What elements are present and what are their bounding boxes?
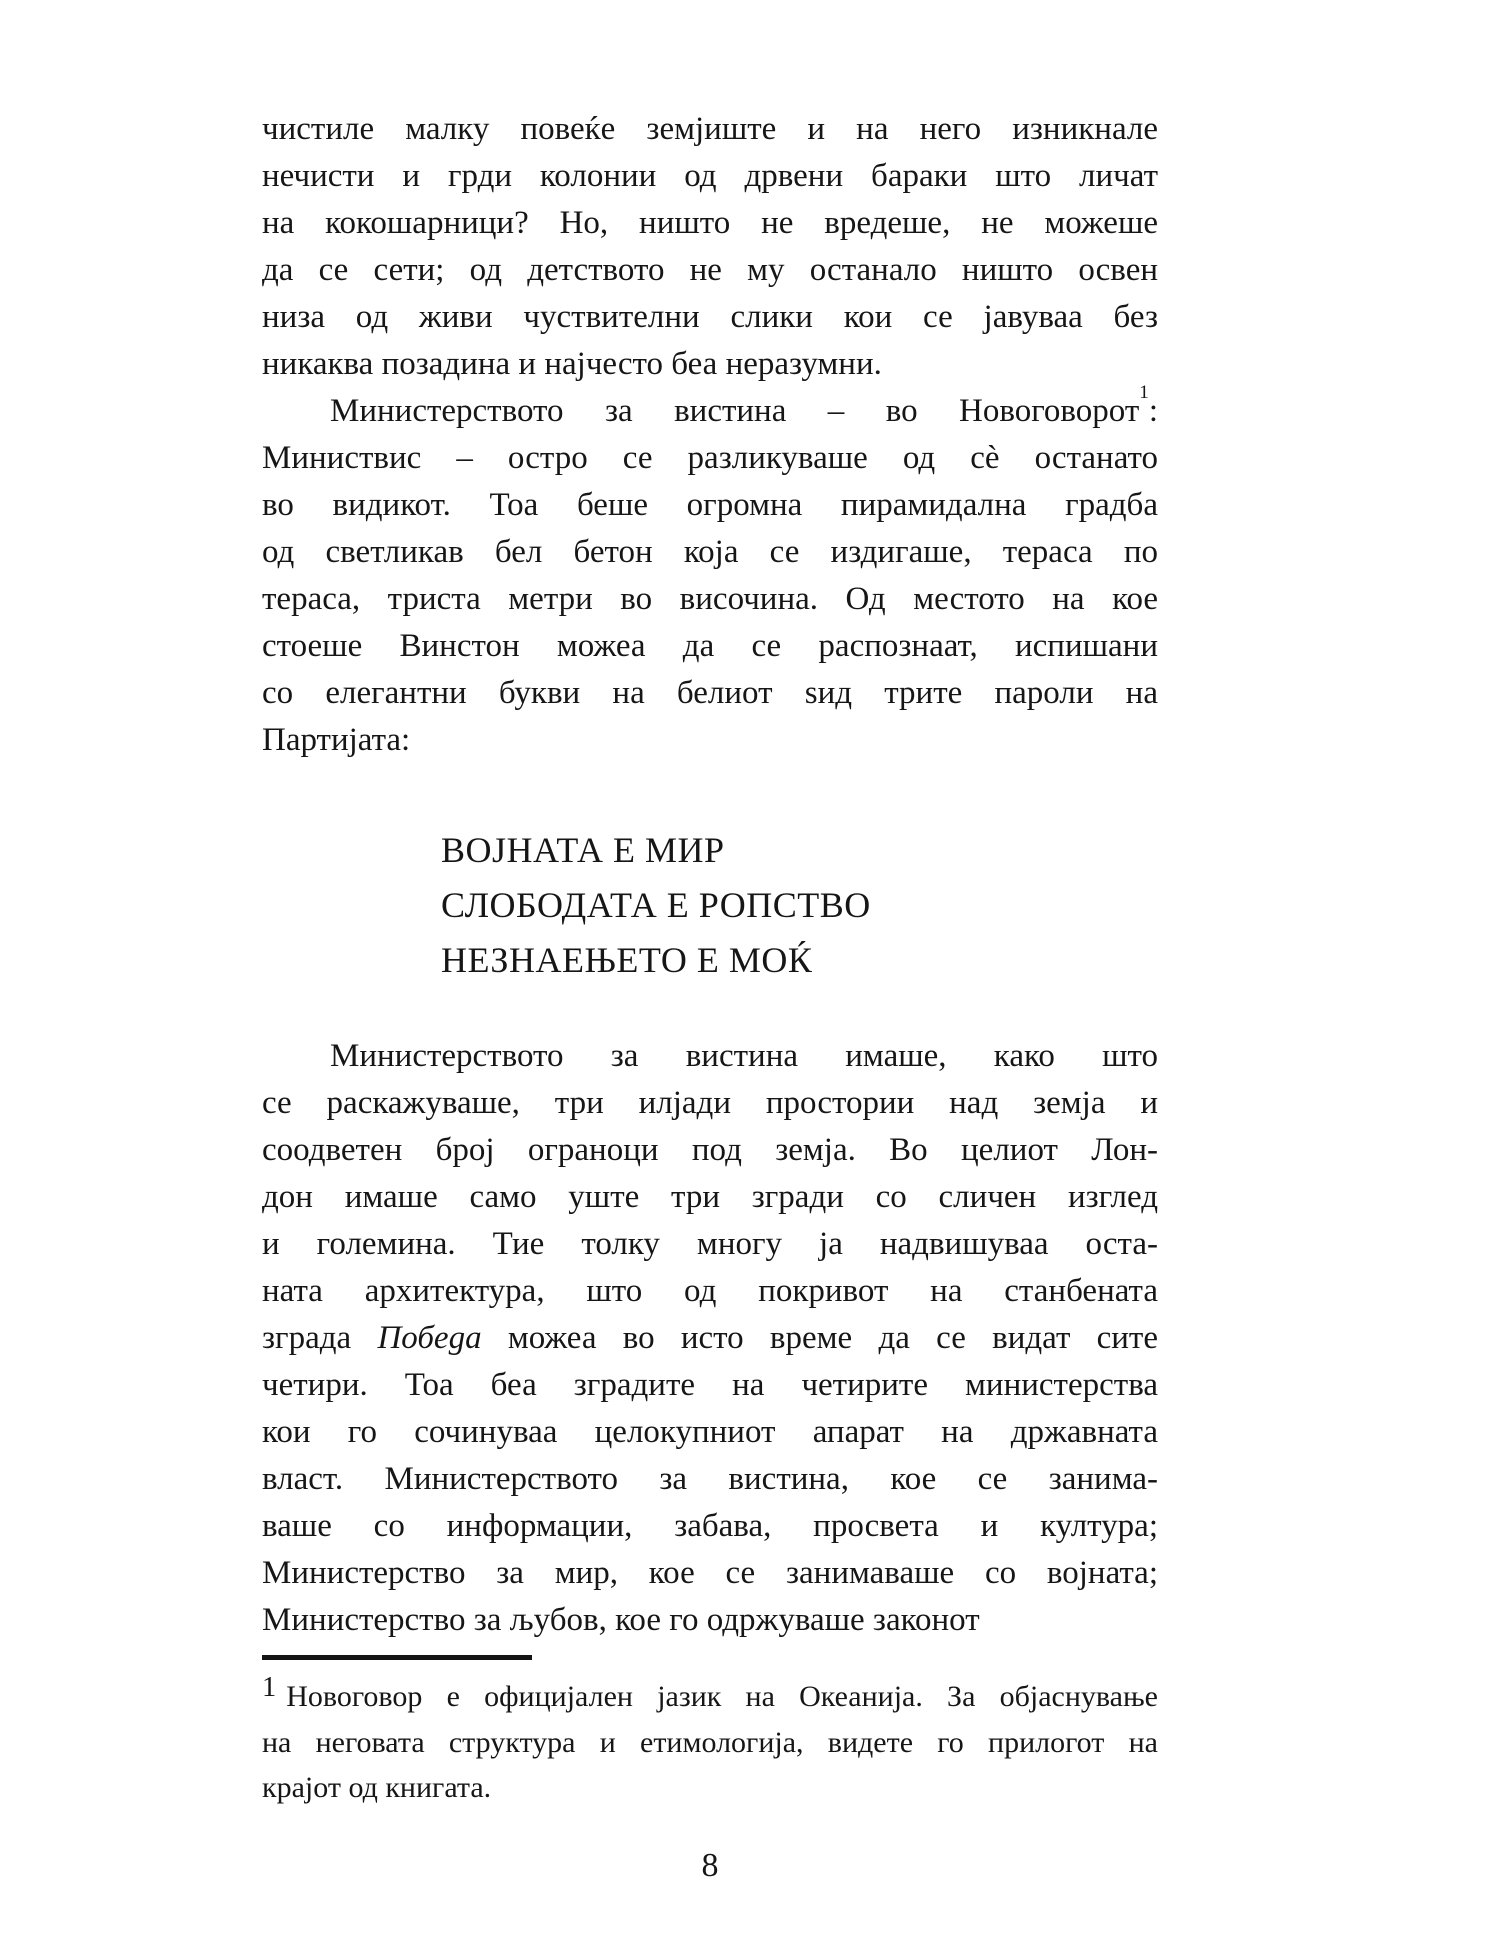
footnote-text — [262, 1674, 1158, 1810]
text-segment: на кокошарници? Но, ништо не вредеше, не можеше — [262, 205, 1158, 241]
body-line — [262, 1127, 1158, 1174]
text-segment: тераса, триста метри во височина. Од местото на кое — [262, 581, 1158, 617]
text-segment: Министерството за вистина – во Новоговорот — [330, 393, 1140, 429]
text-segment: чистиле малку повеќе земјиште и на него изникнале — [262, 111, 1158, 147]
body-line — [262, 1362, 1158, 1409]
text-segment: соодветен број ограноци под земја. Во целиот Лон- — [262, 1132, 1158, 1168]
body-line — [262, 1597, 1158, 1644]
body-line — [262, 670, 1158, 717]
body-line — [262, 482, 1158, 529]
body-line — [262, 623, 1158, 670]
text-segment: крајот од книгата. — [262, 1771, 492, 1804]
text-segment: Министерството за вистина имаше, како што — [330, 1038, 1158, 1074]
paragraph — [262, 1033, 1158, 1644]
body-line — [262, 1456, 1158, 1503]
body-line — [262, 1268, 1158, 1315]
text-segment: да се сети; од детството не му останало ништо освен — [262, 252, 1158, 288]
party-slogans — [441, 823, 1158, 988]
body-line — [262, 717, 1158, 764]
text-segment: дон имаше само уште три згради со сличен изглед — [262, 1179, 1158, 1215]
body-line — [262, 1080, 1158, 1127]
footnote-line — [262, 1765, 1158, 1810]
text-segment: власт. Министерството за вистина, кое се занима- — [262, 1461, 1158, 1497]
footnote-divider — [262, 1655, 532, 1660]
text-segment: низа од живи чуствителни слики кои се јавуваа без — [262, 299, 1158, 335]
footnote-line — [262, 1674, 1158, 1720]
text-segment: никаква позадина и најчесто беа неразумни. — [262, 346, 882, 382]
slogan-line: НЕЗНАЕЊЕТО Е МОЌ — [441, 940, 813, 980]
text-block — [262, 106, 1158, 1889]
body-line — [262, 1315, 1158, 1362]
text-segment: Министвис – остро се разликуваше од сѐ останато — [262, 440, 1158, 476]
text-segment: се раскажуваше, три илјади простории над земја и — [262, 1085, 1158, 1121]
slogan-line: СЛОБОДАТА Е РОПСТВО — [441, 885, 871, 925]
text-segment: ната архитектура, што од покривот на станбената — [262, 1273, 1158, 1309]
body-line — [262, 341, 1158, 388]
text-segment: стоеше Винстон можеа да се распознаат, испишани — [262, 628, 1158, 664]
footnote-reference-superscript: 1 — [1139, 382, 1149, 404]
paragraph — [262, 382, 1158, 764]
text-segment: : — [1148, 393, 1158, 429]
body-line — [262, 106, 1158, 153]
text-segment: нечисти и грди колонии од дрвени бараки што личат — [262, 158, 1158, 194]
slogan-line: ВОЈНАТА Е МИР — [441, 830, 725, 870]
paragraph — [262, 106, 1158, 388]
page-number: 8 — [701, 1847, 719, 1884]
footnote-marker: 1 — [262, 1672, 277, 1703]
body-line — [262, 1033, 1158, 1080]
text-segment: можеа во исто време да се видат сите — [481, 1320, 1159, 1356]
body-line — [262, 382, 1158, 435]
text-segment: Новоговор е официјален јазик на Океанија. За објаснување — [286, 1680, 1158, 1713]
footnote — [262, 1655, 1158, 1810]
body-line — [262, 1550, 1158, 1597]
text-segment: кои го сочинуваа целокупниот апарат на државната — [262, 1414, 1158, 1450]
body-line — [262, 1503, 1158, 1550]
body-line — [262, 1409, 1158, 1456]
body-line — [262, 576, 1158, 623]
body-line — [262, 1221, 1158, 1268]
body-line — [262, 247, 1158, 294]
footnote-line — [262, 1720, 1158, 1765]
text-segment: Министерство за љубов, кое го одржуваше законот — [262, 1602, 980, 1638]
text-segment: на неговата структура и етимологија, видете го прилогот на — [262, 1726, 1158, 1759]
text-segment: со елегантни букви на белиот ѕид трите пароли на — [262, 675, 1158, 711]
text-segment: зграда — [262, 1320, 378, 1356]
text-segment: и големина. Тие толку многу ја надвишуваа оста- — [262, 1226, 1158, 1262]
body-line — [262, 435, 1158, 482]
text-segment: во видикот. Тоа беше огромна пирамидална градба — [262, 487, 1158, 523]
body-line — [262, 153, 1158, 200]
text-segment: Партијата: — [262, 722, 411, 758]
body-line — [262, 529, 1158, 576]
body-line — [262, 1174, 1158, 1221]
text-segment: од светликав бел бетон која се издигаше, тераса по — [262, 534, 1158, 570]
text-segment: Министерство за мир, кое се занимаваше со војната; — [262, 1555, 1158, 1591]
text-segment: ваше со информации, забава, просвета и култура; — [262, 1508, 1158, 1544]
italic-text: Победа — [377, 1320, 482, 1356]
text-segment: четири. Тоа беа зградите на четирите министерства — [262, 1367, 1158, 1403]
body-line — [262, 200, 1158, 247]
body-line — [262, 294, 1158, 341]
